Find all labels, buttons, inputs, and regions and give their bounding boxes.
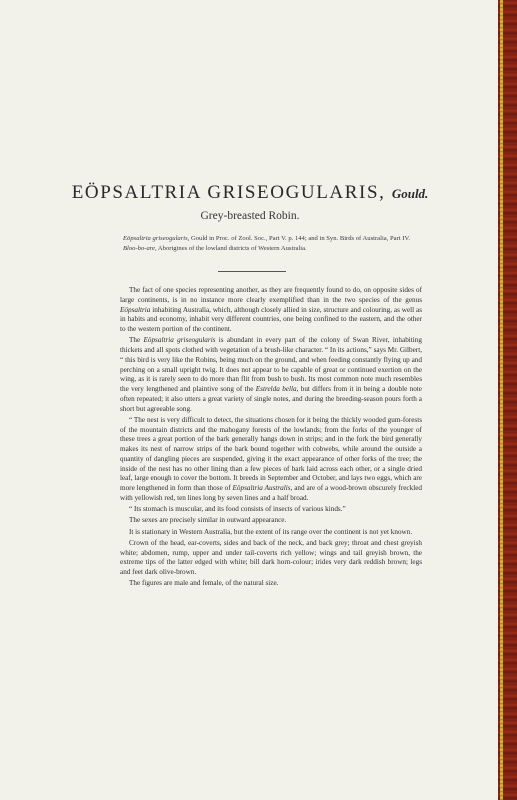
paragraph: Crown of the head, ear-coverts, sides and back of the neck, and back grey; throat and chest greyish white; abdomen, rump, upper and under tail-coverts rich yellow; wings and tail greyish brown, the extreme tips of the latter edged with white; bill dark horn-colour; irides very dark reddish brown; legs and feet dark olive-brown. bbox=[120, 538, 422, 576]
synonym-name: Eöpsaltria griseogularis bbox=[123, 235, 188, 242]
paragraph-text: is abundant in every part of the colony of Swan River, inhabiting thickets and all spots clothed with vegetation of a brush-like character. “ In its actions,” says Mr. Gilbert, “ this bird is very like the Robins, being much on the ground, and when feeding constantly flying up and perching on a small upright twig. It does not appear to be capable of great or continued exertion on the wing, as it is rarely seen to do more than flit from bush to bush. Its most common note much resembles the very lengthened and plaintive song of the bbox=[120, 336, 422, 393]
synonymy-line bbox=[123, 234, 423, 244]
aboriginal-reference: , Aborigines of the lowland districts of Western Australia. bbox=[154, 245, 307, 252]
paragraph: It is stationary in Western Australia, but the extent of its range over the continent is not yet known. bbox=[129, 527, 413, 536]
paragraph bbox=[120, 416, 422, 504]
species-author: Gould. bbox=[391, 186, 429, 201]
paragraph-text: , but differs from it in being a double note often repeated; it also utters a great variety of single notes, and during the breeding-season pours forth a short but agreeable song. bbox=[120, 385, 422, 413]
aboriginal-name: Bloo-bo-are bbox=[123, 245, 155, 252]
synonymy-block bbox=[123, 234, 423, 254]
paragraph-text: The fact of one species representing another, as they are frequently found to do, on opposite sides of large continents, is in no instance more clearly exemplified than in the two species of the genus bbox=[120, 286, 422, 304]
common-name: Grey-breasted Robin. bbox=[200, 210, 300, 222]
paragraph bbox=[120, 286, 422, 335]
genus-name: Eöpsaltria bbox=[120, 305, 151, 314]
species-name: EÖPSALTRIA GRISEOGULARIS, bbox=[71, 182, 386, 203]
species-name-inline: Estrelda bella bbox=[255, 385, 297, 393]
paragraph: “ Its stomach is muscular, and its food consists of insects of various kinds.” bbox=[129, 505, 346, 513]
synonymy-line bbox=[123, 244, 423, 254]
paragraph-text: , and are of a wood-brown obscurely freckled with yellowish red, ten lines long by seven lines and a half broad. bbox=[120, 484, 422, 502]
synonym-reference: , Gould in Proc. of Zool. Soc., Part V. p. 144; and in Syn. Birds of Australia, Part IV. bbox=[187, 235, 411, 242]
paragraph-text: “ The nest is very difficult to detect, the situations chosen for it being the thickly wooded gum-forests of the mountain districts and the mahogany forests of the lowlands; from the forks of the younger of these trees a great portion of the bark generally hangs down in strips; and in the fork the bird generally makes its nest of narrow strips of the bark bound together with cobwebs, while around the outside a quantity of dangling pieces are suspended, giving it the exact appearance of other forks of the tree; the inside of the nest has no other lining than a few pieces of bark laid across each other, or a single dried leaf, large enough to cover the bottom. It breeds in September and October, and lays two eggs, which are more lengthened in form than those of bbox=[120, 415, 422, 492]
paragraph bbox=[120, 336, 422, 414]
species-title bbox=[0, 182, 500, 204]
species-name-inline: Eöpsaltria griseogularis bbox=[143, 336, 216, 345]
book-binding-edge bbox=[498, 0, 517, 800]
species-name-inline: Eöpsaltria Australis bbox=[232, 484, 291, 492]
body-text bbox=[120, 286, 422, 591]
paragraph-text: The bbox=[129, 336, 144, 345]
paragraph-text: inhabiting Australia, which, although closely allied in size, structure and colouring, as well as in habits and economy, inhabit very different countries, one being confined to the eastern, and the other to the western portion of the continent. bbox=[120, 305, 422, 333]
section-divider bbox=[218, 271, 286, 272]
paragraph: The figures are male and female, of the natural size. bbox=[129, 579, 279, 588]
paragraph: The sexes are precisely similar in outward appearance. bbox=[129, 516, 287, 525]
